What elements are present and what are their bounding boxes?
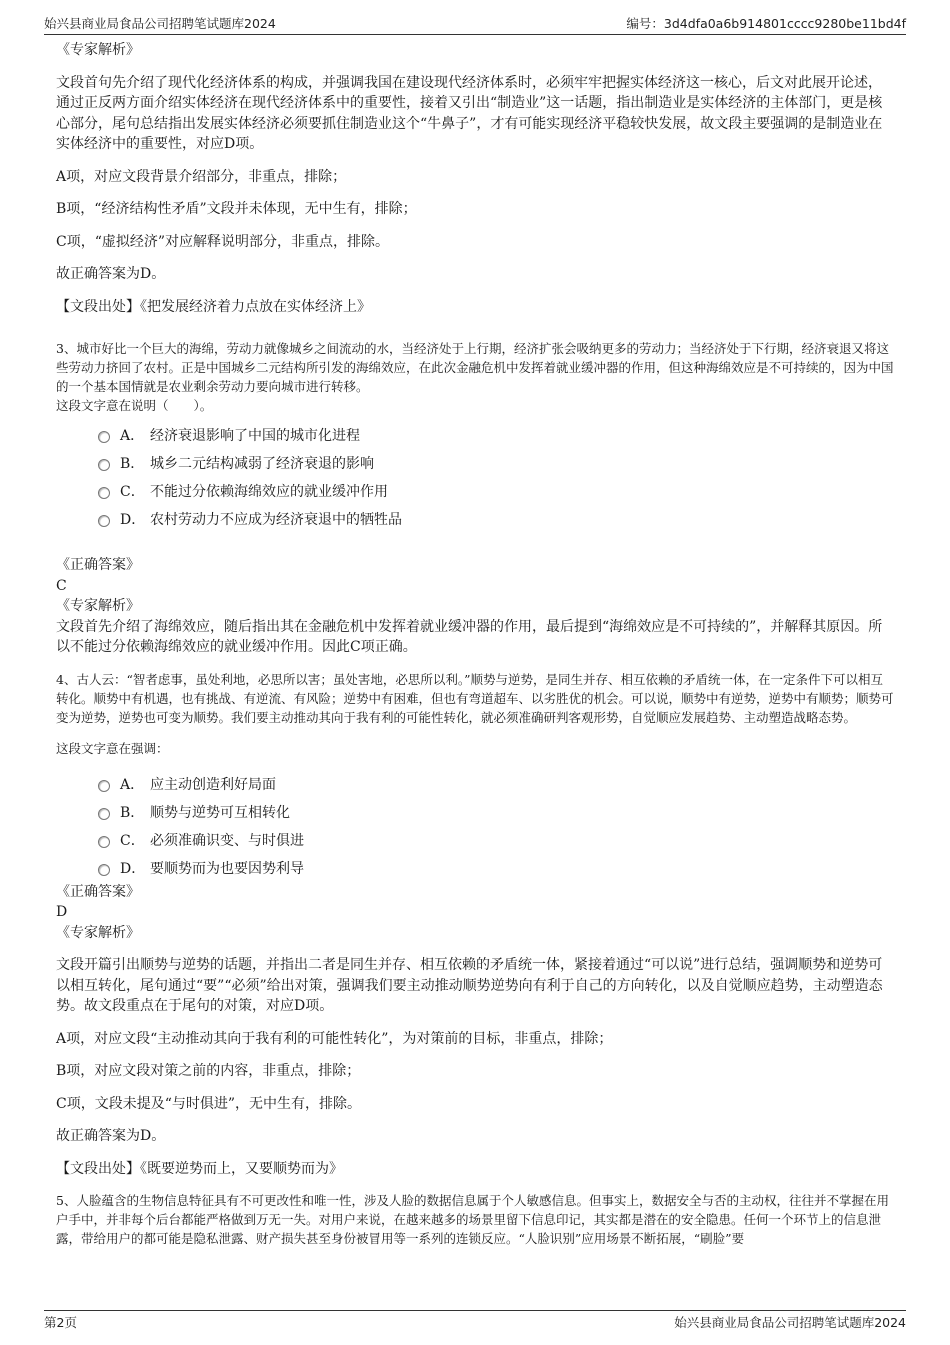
radio-icon[interactable] xyxy=(98,864,110,876)
text-source: 【文段出处】《既要逆势而上，又要顺势而为》 xyxy=(56,1160,343,1177)
option-a-note: A项，对应文段背景介绍部分，非重点，排除； xyxy=(56,168,347,185)
header-doc-id: 编号：3d4dfa0a6b914801cccc9280be11bd4f xyxy=(626,16,906,31)
radio-icon[interactable] xyxy=(98,431,110,443)
option-d[interactable]: D． 要顺势而为也要因势利导 xyxy=(98,854,894,882)
correct-answer: C xyxy=(56,577,67,594)
page-footer xyxy=(44,1310,906,1333)
option-d[interactable]: D． 农村劳动力不应成为经济衰退中的牺牲品 xyxy=(98,505,894,533)
conclusion: 故正确答案为D。 xyxy=(56,1128,166,1144)
correct-answer: D xyxy=(56,904,68,920)
option-a-note: A项，对应文段“主动推动其向于我有利的可能性转化”，为对策前的目标，非重点，排除； xyxy=(56,1030,613,1047)
option-c[interactable]: C． 不能过分依赖海绵效应的就业缓冲作用 xyxy=(98,477,894,505)
question-3-prompt: 这段文字意在说明（ ）。 xyxy=(56,398,213,413)
option-c[interactable]: C． 必须准确识变、与时俱进 xyxy=(98,826,894,854)
radio-icon[interactable] xyxy=(98,487,110,499)
radio-icon[interactable] xyxy=(98,515,110,527)
correct-answer-label: 《正确答案》 xyxy=(56,557,140,573)
page-number: 第2页 xyxy=(44,1315,77,1330)
question-4-prompt: 这段文字意在强调： xyxy=(56,740,169,756)
question-4-stem: 4、古人云：“智者虑事，虽处利地，必思所以害；虽处害地，必思所以利。”顺势与逆势，是同生并存、相互依赖的矛盾统一体，在一定条件下可以相互转化。顺势中有机遇，也有挑战、有逆流、有风险；逆势中有困难，但也有弯道超车、以劣胜优的机会。可以说，顺势中有逆势，逆势中有顺势；顺势可变为逆势，逆势也可变为顺势。我们要主动推动其向于我有利的可能性转化，就必须准确研判客观形势，自觉顺应发展趋势、主动塑造战略态势。 xyxy=(56,671,894,725)
question-3-stem: 3、城市好比一个巨大的海绵，劳动力就像城乡之间流动的水，当经济处于上行期，经济扩张会吸纳更多的劳动力；当经济处于下行期，经济衰退又将这些劳动力挤回了农村。正是中国城乡二元结构所引发的海绵效应，在此次金融危机中发挥着就业缓冲器的作用，但这种海绵效应是不可持续的，因为中国的一个基本国情就是农业剩余劳动力要向城市进行转移。 xyxy=(56,341,894,394)
radio-icon[interactable] xyxy=(98,836,110,848)
expert-analysis-label: 《专家解析》 xyxy=(56,924,140,941)
expert-analysis-text: 文段首先介绍了海绵效应，随后指出其在金融危机中发挥着就业缓冲器的作用，最后提到“海绵效应是不可持续的”，并解释其原因。所以不能过分依赖海绵效应的就业缓冲作用。因此C项正确。 xyxy=(56,618,883,655)
question-5-stem: 5、人脸蕴含的生物信息特征具有不可更改性和唯一性，涉及人脸的数据信息属于个人敏感信息。但事实上，数据安全与否的主动权，往往并不掌握在用户手中，并非每个后台都能严格做到万无一失。对用户来说，在越来越多的场景里留下信息印记，其实都是潜在的安全隐患。任何一个环节上的信息泄露，带给用户的都可能是隐私泄露、财产损失甚至身份被冒用等一系列的连锁反应。“人脸识别”应用场景不断拓展，“刷脸”要 xyxy=(56,1193,889,1246)
option-c-note: C项，“虚拟经济”对应解释说明部分，非重点，排除。 xyxy=(56,233,390,250)
header-title: 始兴县商业局食品公司招聘笔试题库2024 xyxy=(44,16,276,31)
option-a[interactable]: A． 经济衰退影响了中国的城市化进程 xyxy=(98,421,894,449)
question-3-options xyxy=(98,421,894,533)
conclusion: 故正确答案为D。 xyxy=(56,266,166,282)
page-content xyxy=(56,40,894,1248)
radio-icon[interactable] xyxy=(98,459,110,471)
expert-analysis-label: 《专家解析》 xyxy=(56,598,140,614)
radio-icon[interactable] xyxy=(98,808,110,820)
expert-analysis-text: 文段开篇引出顺势与逆势的话题，并指出二者是同生并存、相互依赖的矛盾统一体，紧接着通过“可以说”进行总结，强调顺势和逆势可以相互转化，尾句通过“要”“必须”给出对策，强调我们要主动推动顺势逆势向有利于自己的方向转化，以及自觉顺应趋势，主动塑造态势。故文段重点在于尾句的对策，对应D项。 xyxy=(56,957,883,1014)
option-c-note: C项，文段未提及“与时俱进”，无中生有，排除。 xyxy=(56,1095,362,1112)
radio-icon[interactable] xyxy=(98,780,110,792)
expert-analysis-label: 《专家解析》 xyxy=(56,42,140,58)
option-b[interactable]: B． 城乡二元结构减弱了经济衰退的影响 xyxy=(98,449,894,477)
correct-answer-label: 《正确答案》 xyxy=(56,883,140,900)
footer-title: 始兴县商业局食品公司招聘笔试题库2024 xyxy=(674,1315,906,1330)
option-b[interactable]: B． 顺势与逆势可互相转化 xyxy=(98,798,894,826)
option-b-note: B项，“经济结构性矛盾”文段并未体现，无中生有，排除； xyxy=(56,201,417,217)
option-a[interactable]: A． 应主动创造利好局面 xyxy=(98,770,894,798)
page-header xyxy=(44,12,906,35)
option-b-note: B项，对应文段对策之前的内容，非重点，排除； xyxy=(56,1063,361,1079)
expert-analysis-text: 文段首句先介绍了现代化经济体系的构成，并强调我国在建设现代经济体系时，必须牢牢把握实体经济这一核心，后文对此展开论述，通过正反两方面介绍实体经济在现代经济体系中的重要性，接着又引出“制造业”这一话题，指出制造业是实体经济的主体部门，更是核心部分，尾句总结指出发展实体经济必须要抓住制造业这个“牛鼻子”，才有可能实现经济平稳较快发展，故文段主要强调的是制造业在实体经济中的重要性，对应D项。 xyxy=(56,74,883,152)
question-4-options xyxy=(98,770,894,882)
text-source: 【文段出处】《把发展经济着力点放在实体经济上》 xyxy=(56,298,371,315)
